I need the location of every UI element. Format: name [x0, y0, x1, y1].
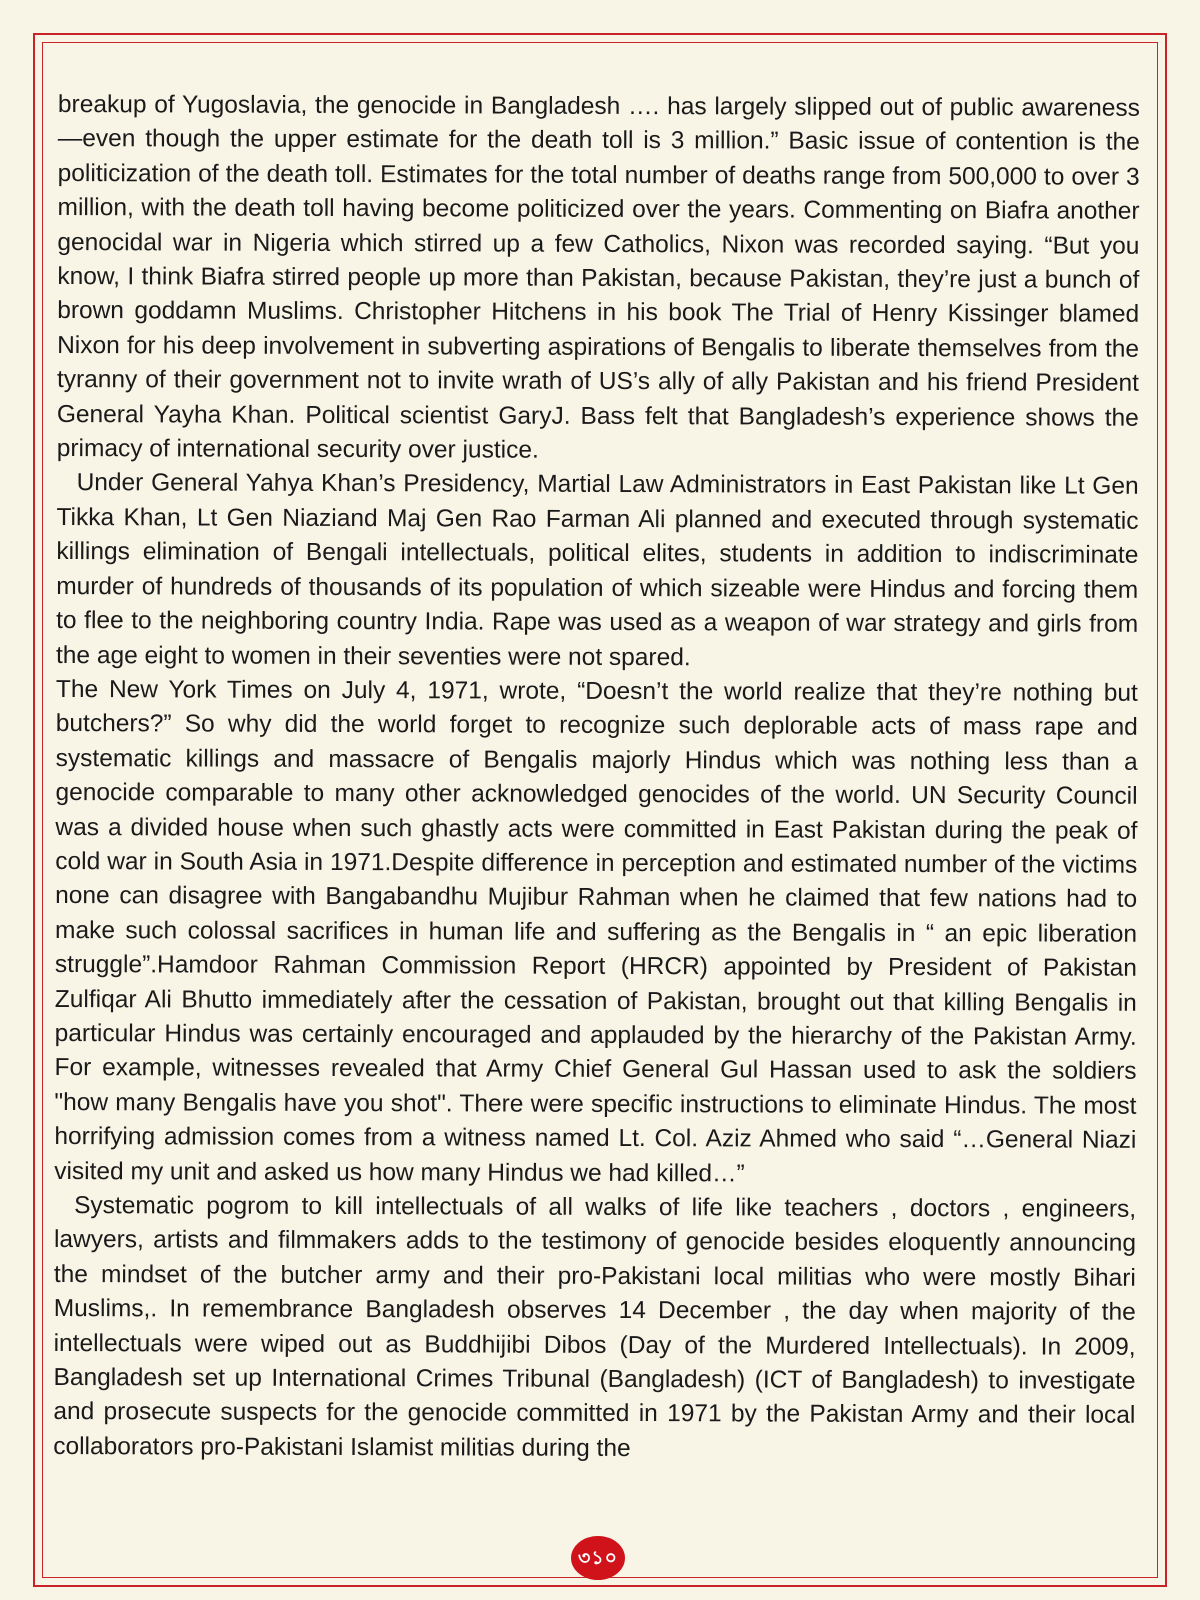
body-text — [53, 88, 1140, 1468]
page-number-badge: ৩১০ — [571, 1536, 625, 1580]
paragraph-4: Systematic pogrom to kill intellectuals of all walks of life like teachers , doctors , engineers, lawyers, artists and filmmakers adds to the testimony of genocide besides eloquently announcing the mindset of the butcher army and their pro-Pakistani local militias who were mostly Bihari Muslims,. In remembrance Bangladesh observes 14 December , the day when majority of the intellectuals were wiped out as Buddhijibi Dibos (Day of the Murdered Intellectuals). In 2009, Bangladesh set up International Crimes Tribunal (Bangladesh) (ICT of Bangladesh) to investigate and prosecute suspects for the genocide committed in 1971 by the Pakistan Army and their local collaborators pro-Pakistani Islamist militias during the — [53, 1192, 1137, 1462]
paragraph-2: Under General Yahya Khan’s Presidency, Martial Law Administrators in East Pakistan like Lt Gen Tikka Khan, Lt Gen Niaziand Maj Gen Rao Farman Ali planned and executed through systematic killings elimination of Bengali intellectuals, political elites, students in addition to indiscriminate murder of hundreds of thousands of its population of which sizeable were Hindus and forcing them to flee to the neighboring country India. Rape was used as a weapon of war strategy and girls from the age eight to women in their seventies were not spared. — [55, 469, 1139, 671]
paragraph-3: The New York Times on July 4, 1971, wrote, “Doesn’t the world realize that they’re nothing but butchers?” So why did the world forget to recognize such deplorable acts of mass rape and systematic killings and massacre of Bengalis majorly Hindus which was nothing less than a genocide comparable to many other acknowledged genocides of the world. UN Security Council was a divided house when such ghastly acts were committed in East Pakistan during the peak of cold war in South Asia in 1971.Despite difference in perception and estimated number of the victims none can disagree with Bangabandhu Mujibur Rahman when he claimed that few nations had to make such colossal sacrifices in human life and suffering as the Bengalis in “ an epic liberation struggle”.Hamdoor Rahman Commission Report (HRCR) appointed by President of Pakistan Zulfiqar Ali Bhutto immediately after the cessation of Pakistan, brought out that killing Bengalis in particular Hindus was certainly encouraged and applauded by the hierarchy of the Pakistan Army. For example, witnesses revealed that Army Chief General Gul Hassan used to ask the soldiers "how many Bengalis have you shot". There were specific instructions to eliminate Hindus. The most horrifying admission comes from a witness named Lt. Col. Aziz Ahmed who said “…General Niazi visited my unit and asked us how many Hindus we had killed…” — [54, 675, 1138, 1187]
paragraph-1: breakup of Yugoslavia, the genocide in Bangladesh …. has largely slipped out of public awareness—even though the upper estimate for the death toll is 3 million.” Basic issue of contention is the politicization of the death toll. Estimates for the total number of deaths range from 500,000 to over 3 million, with the death toll having become politicized over the years. Commenting on Biafra another genocidal war in Nigeria which stirred up a few Catholics, Nixon was recorded saying. “But you know, I think Biafra stirred people up more than Pakistan, because Pakistan, they’re just a bunch of brown goddamn Muslims. Christopher Hitchens in his book The Trial of Henry Kissinger blamed Nixon for his deep involvement in subverting aspirations of Bengalis to liberate themselves from the tyranny of their government not to invite wrath of US’s ally of ally Pakistan and his friend President General Yayha Khan. Political scientist GaryJ. Bass felt that Bangladesh’s experience shows the primacy of international security over justice. — [56, 90, 1140, 464]
